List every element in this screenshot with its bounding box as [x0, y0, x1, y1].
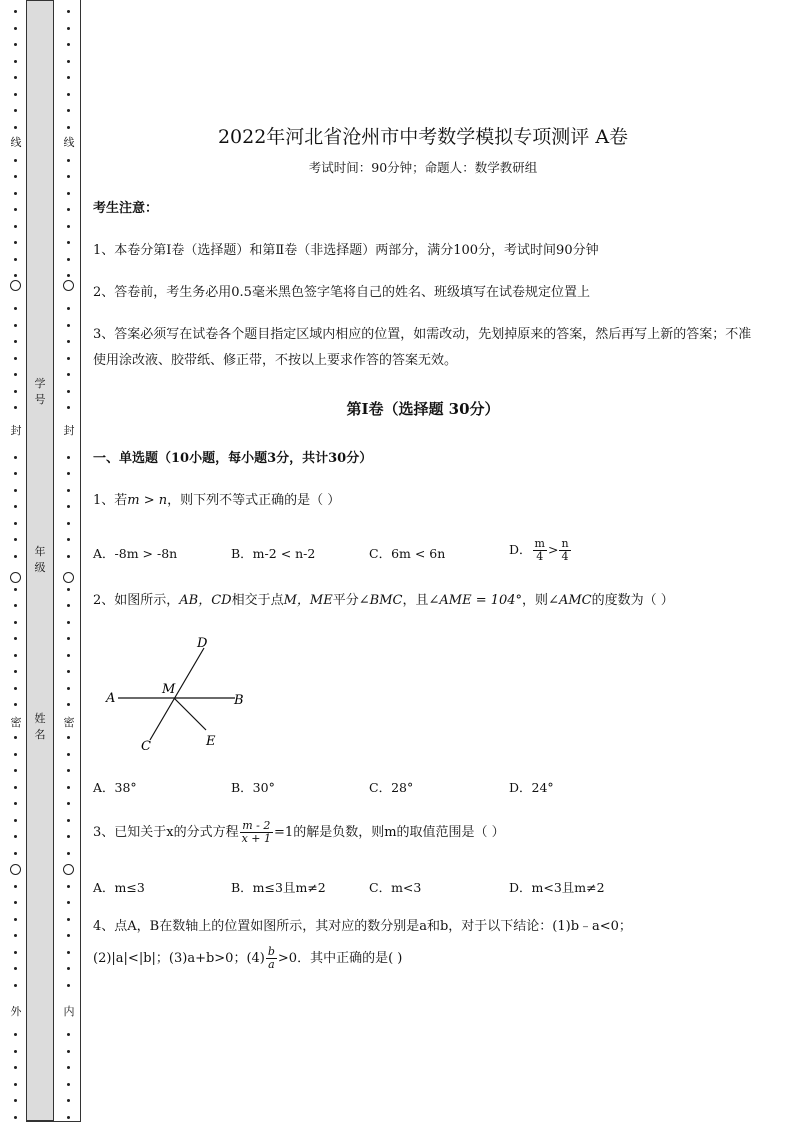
seal-dot: [14, 43, 17, 46]
seal-dot: [14, 901, 17, 904]
ray-me: [174, 698, 206, 730]
seal-dot: [67, 885, 70, 888]
seal-dot: [14, 373, 17, 376]
seal-dot: [67, 621, 70, 624]
seal-dot: [14, 60, 17, 63]
seal-dot: [67, 324, 70, 327]
seal-dot: [67, 1099, 70, 1102]
seal-dot: [67, 390, 70, 393]
label-m: M: [162, 682, 176, 697]
q4-fraction: $\frac{b}{a}$: [267, 945, 275, 971]
q1-option-d: [509, 538, 572, 563]
q2-option-a: A．38°: [93, 780, 137, 795]
seal-dot: [14, 637, 17, 640]
seal-dot: [67, 192, 70, 195]
q2-angle-bmc: ∠BMC: [358, 593, 403, 608]
seal-dot: [67, 918, 70, 921]
seal-dot: [67, 1033, 70, 1036]
outer-seal-column: [9, 0, 23, 1123]
seal-dot: [67, 1066, 70, 1069]
seal-dot: [67, 225, 70, 228]
seal-dot: [14, 967, 17, 970]
q3-option-c: C．m<3: [369, 880, 422, 895]
seal-dot: [67, 93, 70, 96]
seal-dot: [67, 522, 70, 525]
seal-dot: [14, 769, 17, 772]
q1-option-b: B．m-2 < n-2: [231, 546, 316, 561]
seal-dot: [14, 340, 17, 343]
margin-bottom-rule: [26, 1121, 81, 1122]
seal-dot: [67, 934, 70, 937]
seal-dot: [67, 10, 70, 13]
seal-dot: [67, 819, 70, 822]
seal-dot: [14, 241, 17, 244]
seal-dot: [14, 786, 17, 789]
seal-dot: [67, 852, 70, 855]
seal-mark: 密: [10, 716, 22, 729]
exam-title: 2022年河北省沧州市中考数学模拟专项测评 A卷: [217, 126, 629, 148]
seal-dot: [14, 588, 17, 591]
q1-d-operator: >: [547, 542, 559, 557]
seal-ring: [63, 280, 74, 291]
seal-dot: [67, 489, 70, 492]
seal-dot: [67, 670, 70, 673]
seal-dot: [67, 753, 70, 756]
notice-heading: 考生注意：: [93, 201, 159, 216]
q1-option-a: A．-8m > -8n: [93, 546, 178, 561]
q2-option-c: C．28°: [369, 780, 414, 795]
seal-dot: [67, 901, 70, 904]
question-2: 2、如图所示，AB，CD相交于点M，ME平分∠BMC，且∠AME = 104°，则∠AMC的度数为（ ）: [93, 593, 674, 608]
seal-dot: [67, 126, 70, 129]
q3-option-d: D．m<3且m≠2: [509, 880, 605, 895]
seal-dot: [14, 538, 17, 541]
seal-dot: [67, 43, 70, 46]
seal-dot: [14, 670, 17, 673]
seal-dot: [14, 621, 17, 624]
seal-dot: [14, 835, 17, 838]
q1-option-d-label: D．: [509, 542, 532, 557]
seal-dot: [67, 951, 70, 954]
seal-dot: [14, 753, 17, 756]
seal-dot: [67, 274, 70, 277]
seal-dot: [67, 984, 70, 987]
q1-condition: m > n: [127, 493, 168, 508]
seal-mark: 封: [63, 424, 75, 437]
seal-dot: [14, 736, 17, 739]
seal-dot: [67, 340, 70, 343]
seal-mark: 封: [10, 424, 22, 437]
seal-dot: [14, 109, 17, 112]
seal-dot: [67, 769, 70, 772]
label-d: D: [197, 636, 208, 651]
seal-ring: [10, 572, 21, 583]
seal-dot: [67, 76, 70, 79]
seal-dot: [14, 472, 17, 475]
question-4-line-2: (2)|a|<|b|；(3)a+b>0；(4) $\frac{b}{a}$ >0．其中正确的是( ): [93, 945, 403, 971]
seal-dot: [14, 802, 17, 805]
seal-dot: [67, 357, 70, 360]
seal-dot: [67, 1050, 70, 1053]
seal-dot: [67, 687, 70, 690]
seal-dot: [14, 10, 17, 13]
label-c: C: [141, 739, 151, 754]
q2-option-d: D．24°: [509, 780, 554, 795]
seal-dot: [14, 274, 17, 277]
q1-prefix: 1、若: [93, 493, 128, 508]
seal-dot: [67, 736, 70, 739]
seal-dot: [14, 885, 17, 888]
seal-dot: [67, 472, 70, 475]
seal-dot: [67, 835, 70, 838]
seal-dot: [67, 175, 70, 178]
q1-option-c: C．6m < 6n: [369, 546, 446, 561]
label-b: B: [234, 693, 244, 708]
grade-label: 年 级: [34, 545, 46, 574]
seal-dot: [14, 984, 17, 987]
notice-item-3: 3、答案必须写在试卷各个题目指定区域内相应的位置，如需改动，先划掉原来的答案，然后再写上新的答案；不准使用涂改液、胶带纸、修正带，不按以上要求作答的答案无效。: [93, 327, 752, 368]
seal-dot: [67, 159, 70, 162]
seal-mark: 内: [63, 1005, 75, 1018]
seal-dot: [14, 1083, 17, 1086]
seal-dot: [14, 934, 17, 937]
seal-dot: [14, 126, 17, 129]
seal-dot: [14, 687, 17, 690]
seal-dot: [67, 703, 70, 706]
seal-ring: [10, 280, 21, 291]
seal-dot: [14, 357, 17, 360]
q3-option-a: A．m≤3: [93, 880, 145, 895]
seal-dot: [67, 307, 70, 310]
seal-mark: 外: [10, 1005, 22, 1018]
seal-dot: [67, 654, 70, 657]
label-e: E: [206, 734, 216, 749]
seal-dot: [67, 802, 70, 805]
section-one-title: 一、单选题（10小题，每小题3分，共计30分）: [93, 451, 373, 466]
question-4-line-1: 4、点A，B在数轴上的位置如图所示，其对应的数分别是a和b，对于以下结论：(1)b﹣a<0；: [93, 919, 632, 934]
seal-dot: [14, 703, 17, 706]
q2-angle-amc: ∠AMC: [548, 593, 592, 608]
seal-dot: [14, 175, 17, 178]
seal-dot: [67, 258, 70, 261]
name-label: 姓 名: [34, 712, 46, 741]
seal-ring: [63, 864, 74, 875]
seal-dot: [67, 786, 70, 789]
q2-points: M，ME: [283, 593, 333, 608]
question-1: [93, 488, 753, 514]
seal-dot: [67, 456, 70, 459]
notice-item-2: 2、答卷前，考生务必用0.5毫米黑色签字笔将自己的姓名、班级填写在试卷规定位置上: [93, 285, 590, 300]
q2-option-b: B．30°: [231, 780, 275, 795]
seal-mark: 线: [10, 136, 22, 149]
seal-dot: [67, 1116, 70, 1119]
seal-dot: [14, 258, 17, 261]
seal-dot: [67, 27, 70, 30]
seal-dot: [67, 208, 70, 211]
seal-dot: [14, 819, 17, 822]
q2-geometry-diagram: [100, 630, 260, 755]
seal-ring: [63, 572, 74, 583]
part-one-title: 第I卷（选择题 30分）: [346, 400, 500, 418]
seal-dot: [67, 555, 70, 558]
notice-item-1: 1、本卷分第I卷（选择题）和第Ⅱ卷（非选择题）两部分，满分100分，考试时间90分钟: [93, 243, 599, 258]
seal-dot: [14, 324, 17, 327]
question-3: 3、已知关于x的分式方程 $\frac{m - 2}{x + 1}$ =1的解是负数，则m的取值范围是（ ）: [93, 819, 505, 845]
seal-dot: [14, 1033, 17, 1036]
seal-dot: [67, 1083, 70, 1086]
seal-dot: [67, 967, 70, 970]
inner-seal-column: [62, 0, 76, 1123]
q1-suffix: ，则下列不等式正确的是（ ）: [167, 493, 341, 508]
q2-angle-ame: ∠AME = 104°: [428, 593, 523, 608]
seal-dot: [67, 588, 70, 591]
student-id-label: 学 号: [34, 377, 46, 406]
seal-mark: 密: [63, 716, 75, 729]
seal-mark: 线: [63, 136, 75, 149]
seal-dot: [67, 604, 70, 607]
seal-dot: [14, 489, 17, 492]
seal-dot: [14, 192, 17, 195]
margin-rule: [80, 0, 81, 1121]
q1-d-frac-n: $\frac{n}{4}$: [561, 537, 569, 563]
seal-ring: [10, 864, 21, 875]
seal-dot: [14, 505, 17, 508]
seal-dot: [67, 505, 70, 508]
seal-dot: [67, 538, 70, 541]
seal-dot: [14, 406, 17, 409]
seal-dot: [14, 456, 17, 459]
binding-strip: [0, 0, 84, 1123]
label-a: A: [106, 691, 116, 706]
seal-dot: [14, 1099, 17, 1102]
seal-dot: [14, 307, 17, 310]
seal-dot: [14, 604, 17, 607]
seal-dot: [14, 208, 17, 211]
seal-dot: [14, 27, 17, 30]
seal-dot: [67, 637, 70, 640]
seal-dot: [14, 76, 17, 79]
seal-dot: [14, 1050, 17, 1053]
seal-dot: [14, 225, 17, 228]
seal-dot: [14, 159, 17, 162]
seal-dot: [14, 654, 17, 657]
exam-subtitle: 考试时间：90分钟；命题人：数学教研组: [308, 160, 538, 175]
seal-dot: [67, 373, 70, 376]
q3-option-b: B．m≤3且m≠2: [231, 880, 326, 895]
q3-fraction: $\frac{m - 2}{x + 1}$: [241, 819, 272, 845]
seal-dot: [14, 1116, 17, 1119]
q2-lines: AB，CD: [179, 593, 232, 608]
seal-dot: [14, 1066, 17, 1069]
seal-dot: [14, 918, 17, 921]
line-cd: [150, 648, 204, 740]
seal-dot: [14, 522, 17, 525]
seal-dot: [14, 951, 17, 954]
seal-dot: [67, 406, 70, 409]
seal-dot: [14, 390, 17, 393]
seal-dot: [14, 93, 17, 96]
seal-dot: [67, 60, 70, 63]
seal-dot: [67, 109, 70, 112]
seal-dot: [14, 852, 17, 855]
q1-d-frac-m: $\frac{m}{4}$: [534, 537, 545, 563]
seal-dot: [14, 555, 17, 558]
student-info-band: [26, 0, 54, 1121]
seal-dot: [67, 241, 70, 244]
